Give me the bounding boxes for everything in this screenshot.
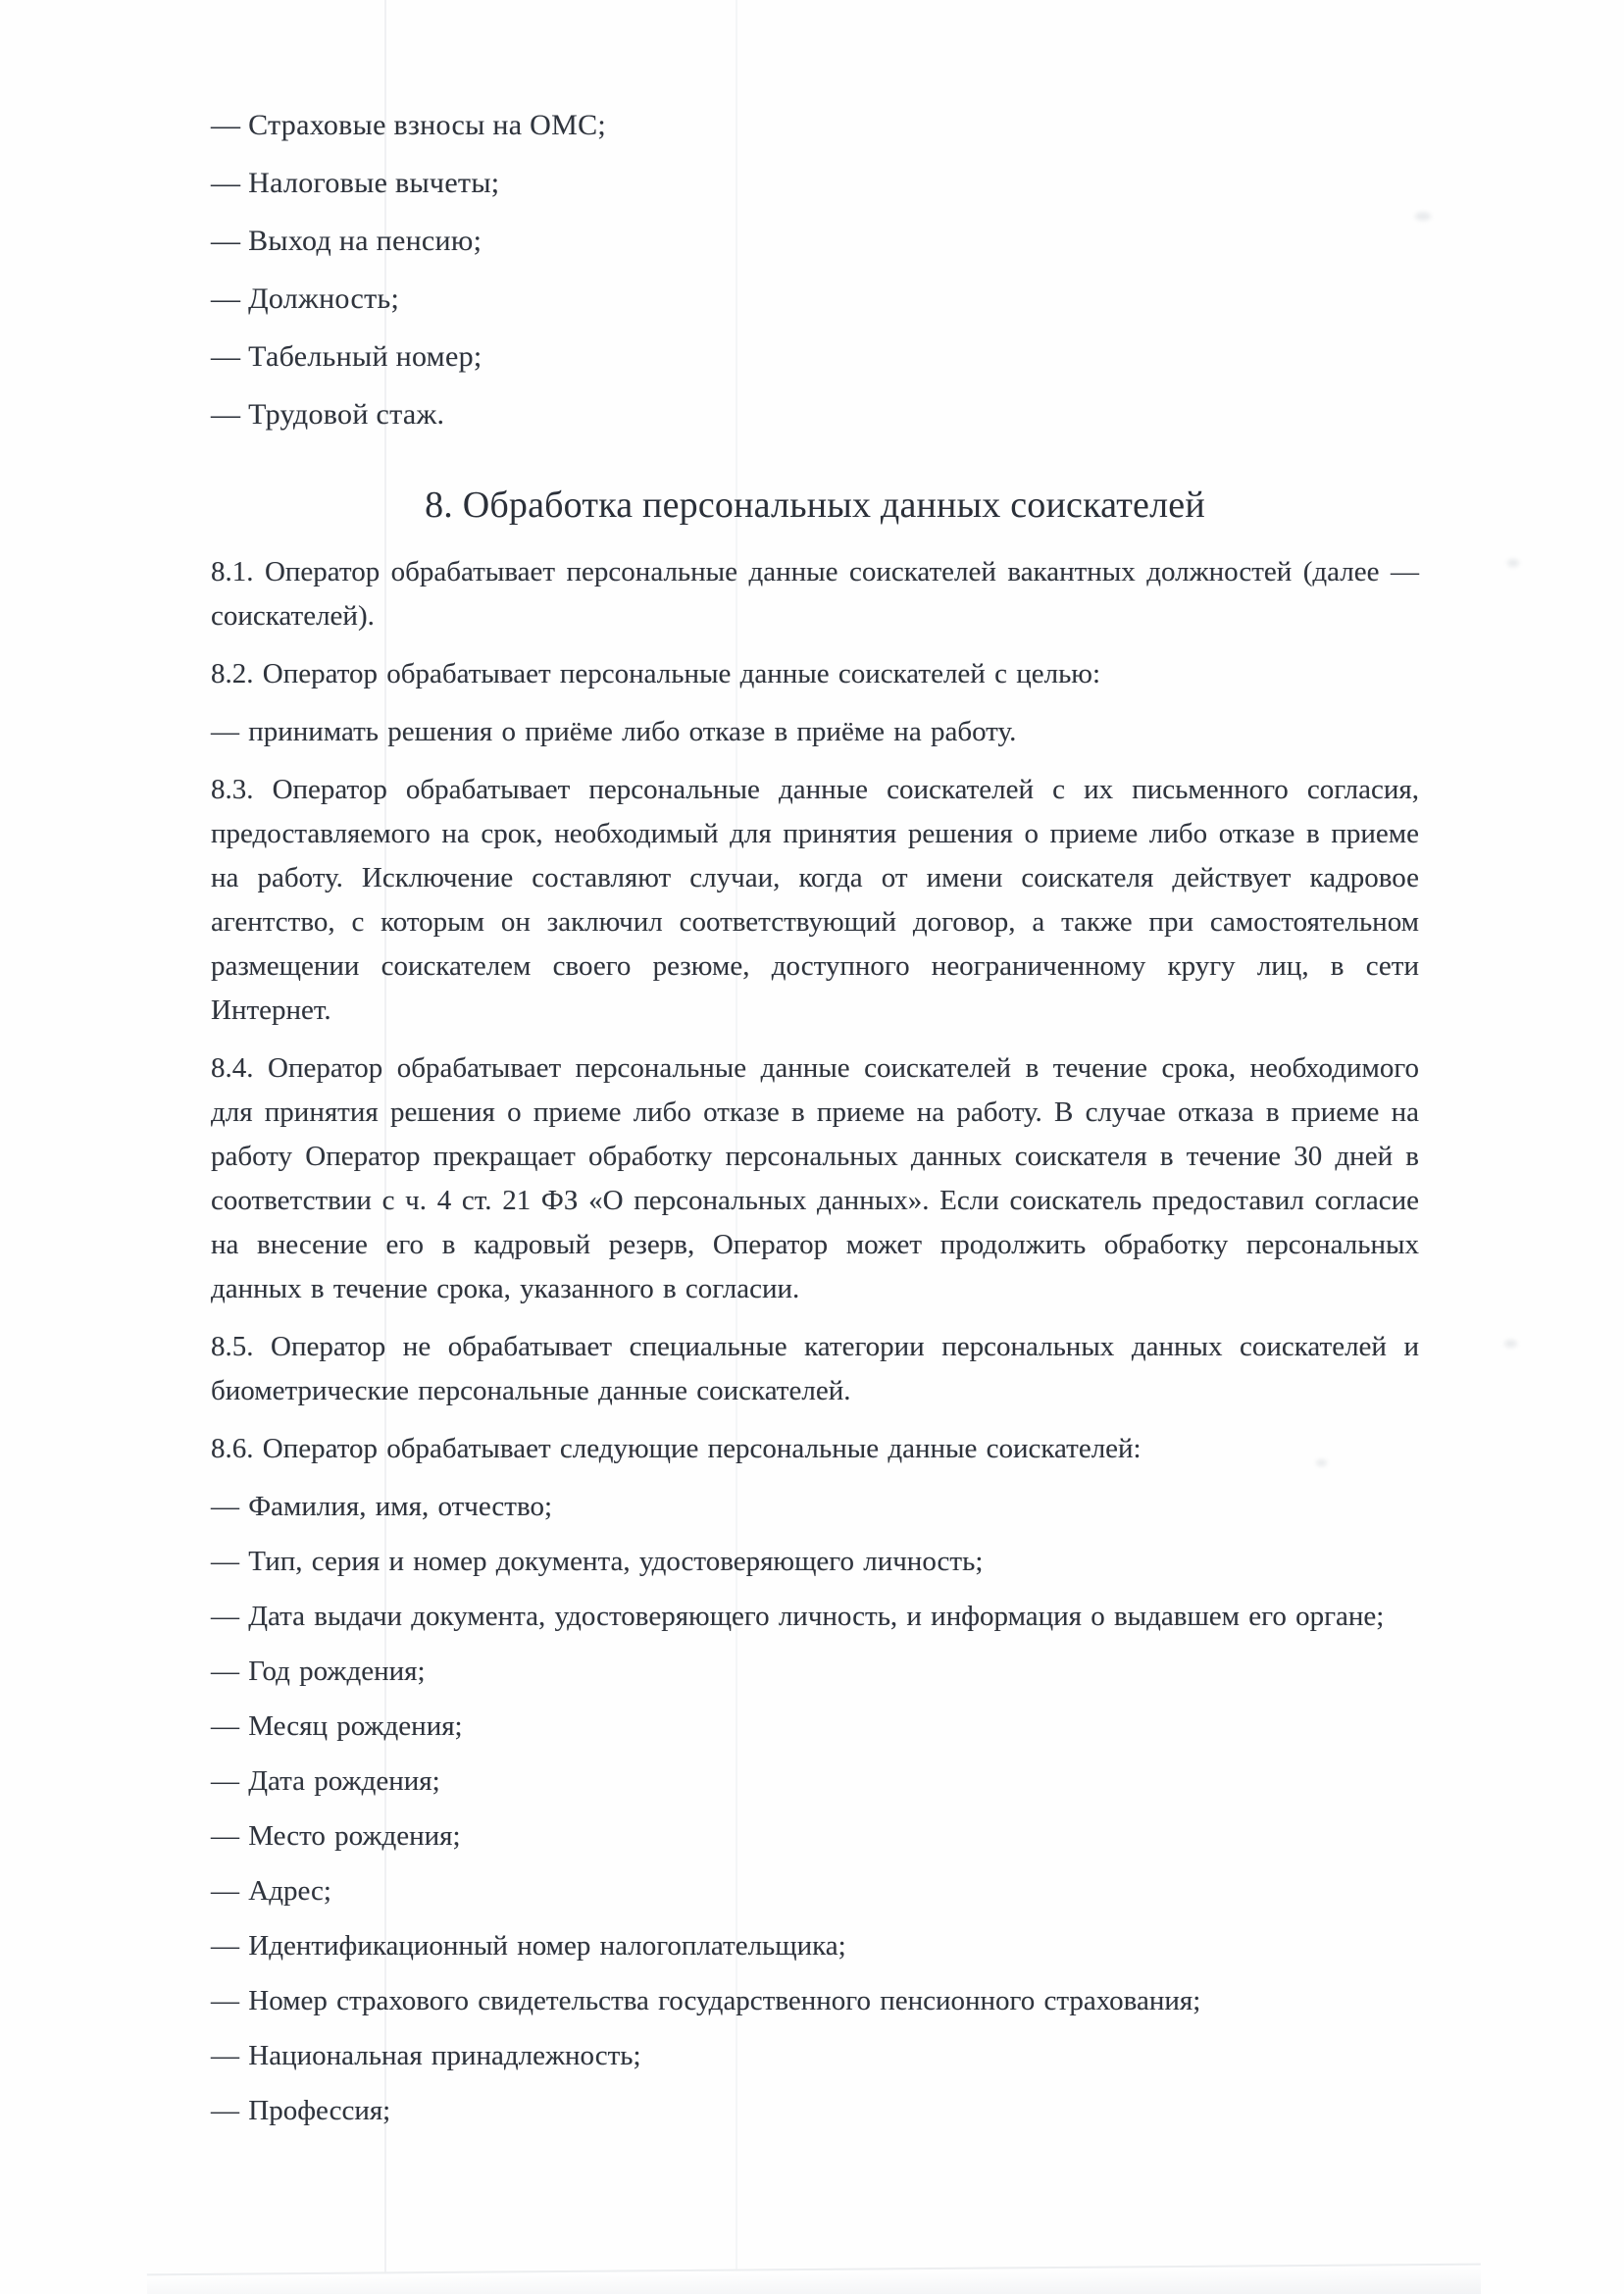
list-item: — Дата выдачи документа, удостоверяющего личность, и информация о выдавшем его органе; xyxy=(211,1601,1385,1632)
list-item: — Идентификационный номер налогоплательщика; xyxy=(211,1930,846,1962)
list-item: — Фамилия, имя, отчество; xyxy=(211,1491,553,1522)
paragraph-8-2-bullet: — принимать решения о приёме либо отказе в приёме на работу. xyxy=(211,716,1017,747)
document-content xyxy=(211,110,1419,2144)
paragraph-8-2: 8.2. Оператор обрабатывает персональные данные соискателей с целью: xyxy=(211,658,1101,689)
scan-speck-artifact xyxy=(1507,559,1519,567)
list-item: — Налоговые вычеты; xyxy=(211,167,500,199)
applicant-data-list xyxy=(211,1485,1419,2133)
paragraph-8-5: 8.5. Оператор не обрабатывает специальные категории персональных данных соискателей и биометрические персональные данные соискателей. xyxy=(211,1331,1419,1406)
list-item: — Профессия; xyxy=(211,2095,391,2126)
section-heading: 8. Обработка персональных данных соискателей xyxy=(425,484,1205,526)
list-item: — Выход на пенсию; xyxy=(211,225,482,257)
list-item: — Национальная принадлежность; xyxy=(211,2040,641,2071)
paragraph-8-1: 8.1. Оператор обрабатывает персональные данные соискателей вакантных должностей (далее — соискателей). xyxy=(211,556,1419,632)
list-item: — Страховые взносы на ОМС; xyxy=(211,109,607,141)
list-item: — Трудовой стаж. xyxy=(211,398,445,431)
paragraph-8-4: 8.4. Оператор обрабатывает персональные данные соискателей в течение срока, необходимого для принятия решения о приеме либо отказе в приеме на работу. В случае отказа в приеме на работу Оператор прекращает обработку персональных данных соискателя в течение 30 дней в соответствии с ч. 4 ст. 21 ФЗ «О персональных данных». Если соискатель предоставил согласие на внесение его в кадровый резерв, Оператор может продолжить обработку персональных данных в течение срока, указанного в согласии. xyxy=(211,1052,1419,1304)
paragraph-8-6: 8.6. Оператор обрабатывает следующие персональные данные соискателей: xyxy=(211,1433,1142,1464)
list-item: — Месяц рождения; xyxy=(211,1710,463,1742)
list-item: — Номер страхового свидетельства государственного пенсионного страхования; xyxy=(211,1985,1201,2016)
list-item: — Место рождения; xyxy=(211,1820,461,1852)
list-item: — Табельный номер; xyxy=(211,340,482,373)
list-item: — Год рождения; xyxy=(211,1656,426,1687)
employee-data-list xyxy=(211,110,1419,431)
list-item: — Тип, серия и номер документа, удостоверяющего личность; xyxy=(211,1546,984,1577)
scan-speck-artifact xyxy=(1504,1340,1517,1348)
list-item: — Дата рождения; xyxy=(211,1765,440,1797)
scan-bottom-edge-artifact xyxy=(147,2264,1481,2294)
paragraph-8-3: 8.3. Оператор обрабатывает персональные данные соискателей с их письменного согласия, предоставляемого на срок, необходимый для принятия решения о приеме либо отказе в приеме на работу. Исключение составляют случаи, когда от имени соискателя действует кадровое агентство, с которым он заключил соответствующий договор, а также при самостоятельном размещении соискателем своего резюме, доступного неограниченному кругу лиц, в сети Интернет. xyxy=(211,774,1419,1026)
list-item: — Адрес; xyxy=(211,1875,331,1907)
list-item: — Должность; xyxy=(211,282,400,315)
